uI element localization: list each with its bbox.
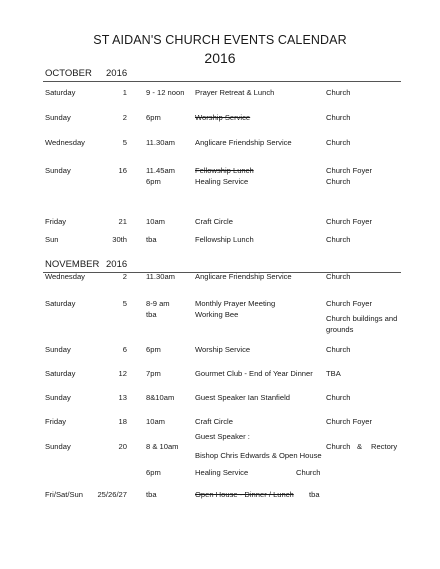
event-name: Guest Speaker Ian Stanfield bbox=[195, 393, 290, 402]
event-day: Sunday bbox=[45, 393, 71, 402]
event-venue: Church Foyer bbox=[326, 299, 373, 308]
event-date: 2 bbox=[122, 272, 127, 281]
event-time: 10am bbox=[146, 217, 165, 226]
event-time: 11.45am bbox=[146, 166, 175, 175]
event-venue: Church bbox=[296, 468, 321, 477]
event-time: 6pm bbox=[146, 468, 161, 477]
month-name: OCTOBER bbox=[45, 68, 92, 79]
event-date: 21 bbox=[118, 217, 127, 226]
event-time: 6pm bbox=[146, 345, 161, 354]
event-date: 20 bbox=[118, 442, 127, 451]
event-venue: Church bbox=[326, 393, 351, 402]
event-time: 8-9 am bbox=[146, 299, 170, 308]
event-name: Healing Service bbox=[195, 177, 249, 186]
event-date: 5 bbox=[122, 138, 127, 147]
event-day: Sunday bbox=[45, 345, 71, 354]
event-day: Saturday bbox=[45, 88, 76, 97]
event-time: tba bbox=[146, 235, 157, 244]
event-date: 25/26/27 bbox=[97, 490, 127, 499]
month-year: 2016 bbox=[106, 259, 128, 270]
event-venue: Church bbox=[326, 138, 351, 147]
event-day: Sunday bbox=[45, 442, 71, 451]
event-day: Sunday bbox=[45, 166, 71, 175]
event-day: Saturday bbox=[45, 369, 76, 378]
event-venue: Church bbox=[326, 235, 351, 244]
event-date: 6 bbox=[122, 345, 127, 354]
event-venue: Church Foyer bbox=[326, 417, 373, 426]
event-name: Craft Circle bbox=[195, 217, 233, 226]
event-date: 12 bbox=[118, 369, 127, 378]
event-venue: Church bbox=[326, 272, 351, 281]
event-venue: tba bbox=[309, 490, 320, 499]
event-venue: Church bbox=[326, 177, 351, 186]
event-name: Gourmet Club - End of Year Dinner bbox=[195, 369, 313, 378]
event-date: 2 bbox=[122, 113, 127, 122]
event-venue: Church bbox=[326, 442, 351, 451]
event-venue: Church Foyer bbox=[326, 166, 373, 175]
event-time: 11.30am bbox=[146, 272, 175, 281]
event-name: Healing Service bbox=[195, 468, 249, 477]
event-date: 1 bbox=[122, 88, 127, 97]
event-time: 8 & 10am bbox=[146, 442, 179, 451]
event-time: 9 - 12 noon bbox=[146, 88, 185, 97]
event-day: Sunday bbox=[45, 113, 71, 122]
event-date: 13 bbox=[118, 393, 127, 402]
event-time: tba bbox=[146, 490, 157, 499]
event-time: 6pm bbox=[146, 177, 161, 186]
event-day: Sun bbox=[45, 235, 59, 244]
event-name: Guest Speaker : bbox=[195, 432, 250, 441]
event-venue: Church bbox=[326, 345, 351, 354]
page-title: ST AIDAN'S CHURCH EVENTS CALENDAR bbox=[93, 33, 347, 47]
event-name: Monthly Prayer Meeting bbox=[195, 299, 276, 308]
event-day: Wednesday bbox=[45, 138, 85, 147]
event-name: Prayer Retreat & Lunch bbox=[195, 88, 275, 97]
event-time: 6pm bbox=[146, 113, 161, 122]
event-date: 18 bbox=[118, 417, 127, 426]
event-venue: Church bbox=[326, 113, 351, 122]
event-name: Craft Circle bbox=[195, 417, 233, 426]
event-time: 8&10am bbox=[146, 393, 175, 402]
event-day: Wednesday bbox=[45, 272, 85, 281]
event-venue: TBA bbox=[326, 369, 341, 378]
event-name: Fellowship Lunch bbox=[195, 166, 254, 175]
month-year: 2016 bbox=[106, 68, 128, 79]
event-day: Fri/Sat/Sun bbox=[45, 490, 83, 499]
event-name: Anglicare Friendship Service bbox=[195, 138, 292, 147]
event-date: 5 bbox=[122, 299, 127, 308]
event-name: Working Bee bbox=[195, 310, 239, 319]
event-day: Saturday bbox=[45, 299, 76, 308]
event-date: 30th bbox=[112, 235, 127, 244]
event-venue: Church buildings and grounds bbox=[326, 314, 398, 334]
event-name: Bishop Chris Edwards & Open House bbox=[195, 451, 322, 460]
event-day: Friday bbox=[45, 217, 67, 226]
event-name: Fellowship Lunch bbox=[195, 235, 254, 244]
event-name: Worship Service bbox=[195, 345, 251, 354]
page-year: 2016 bbox=[204, 50, 236, 66]
event-day: Friday bbox=[45, 417, 67, 426]
event-time: 7pm bbox=[146, 369, 161, 378]
event-time: tba bbox=[146, 310, 157, 319]
event-name: Open House - Dinner / Lunch bbox=[195, 490, 294, 499]
event-time: 11.30am bbox=[146, 138, 175, 147]
event-date: 16 bbox=[118, 166, 127, 175]
event-time: 10am bbox=[146, 417, 165, 426]
event-venue-extra: Rectory bbox=[371, 442, 398, 451]
event-venue: Church bbox=[326, 88, 351, 97]
month-name: NOVEMBER bbox=[45, 259, 100, 270]
event-name: Worship Service bbox=[195, 113, 251, 122]
event-name: Anglicare Friendship Service bbox=[195, 272, 292, 281]
event-venue: Church Foyer bbox=[326, 217, 373, 226]
month-header-october bbox=[43, 67, 401, 82]
event-venue-and: & bbox=[357, 442, 363, 451]
